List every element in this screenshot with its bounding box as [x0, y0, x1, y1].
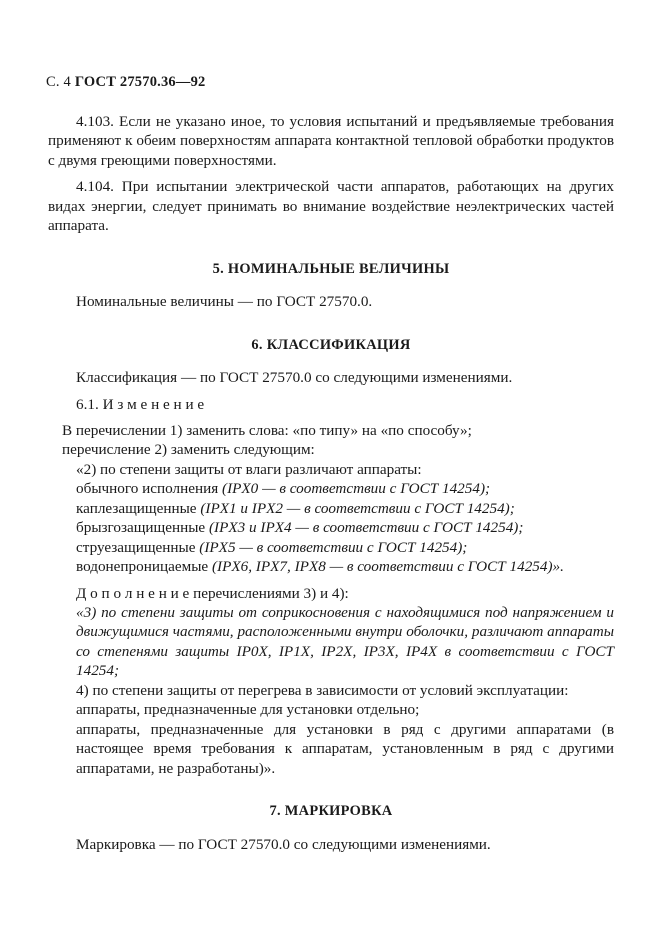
- page-number: С. 4: [46, 74, 71, 90]
- spacer: [48, 778, 614, 802]
- spacer: [48, 577, 614, 584]
- page-header: [46, 74, 205, 91]
- section-6-text: Классификация — по ГОСТ 27570.0 со следующими изменениями.: [76, 369, 513, 387]
- list-item-2b: [48, 499, 614, 518]
- paragraph-4-104: 4.104. При испытании электрической части аппаратов, работающих на других видах энергии, следует принимать во внимание воздействие неэлектрических частей аппарата.: [48, 178, 614, 235]
- spacer: [48, 354, 614, 368]
- list-item-4: 4) по степени защиты от перегрева в зависимости от условий эксплуатации:: [76, 681, 569, 699]
- list-item-2c-ref: (IPX3 и IPX4 — в соответствии с ГОСТ 14254);: [208, 519, 524, 537]
- list-item-2c-text: брызгозащищенные: [76, 519, 206, 537]
- spacer: [48, 414, 614, 421]
- list-item-4b: аппараты, предназначенные для установки в ряд с другими аппаратами (в настоящее время требования к аппаратам, установленным в ряд с другими аппаратами, не разработаны)».: [76, 720, 614, 777]
- list-item-2d: [48, 538, 614, 557]
- list-item-2d-ref: (IPX5 — в соответствии с ГОСТ 14254);: [199, 538, 468, 556]
- list-item-2b-ref: (IPX1 и IPX2 — в соответствии с ГОСТ 14254);: [200, 499, 515, 517]
- list-item-2e-text: водонепроницаемые: [76, 558, 209, 576]
- item-6-1-heading: 6.1. И з м е н е н и е: [76, 395, 205, 413]
- spacer: [48, 312, 614, 336]
- section-6-heading: 6. КЛАССИФИКАЦИЯ: [251, 336, 411, 353]
- list-item-4a: аппараты, предназначенные для установки отдельно;: [76, 701, 420, 719]
- list-item-2e-ref: (IPX6, IPX7, IPX8 — в соответствии с ГОСТ 14254)».: [211, 558, 564, 576]
- list-item-2a: [48, 479, 614, 498]
- list-item-2a-text: обычного исполнения: [76, 480, 219, 498]
- list-item-2d-text: струезащищенные: [76, 538, 196, 556]
- list-item-3: «3) по степени защиты от соприкосновения с находящимися под напряжением и движущимися частями, расположенными внутри оболочки, различают аппараты со степенями защиты IP0X, IP1X, IP2X, IP3X, IP4X в соответствии с ГОСТ 14254;: [76, 604, 614, 680]
- paragraph-replace-1: В перечислении 1) заменить слова: «по типу» на «по способу»;: [62, 421, 472, 439]
- list-item-2b-text: каплезащищенные: [76, 499, 197, 517]
- spacer: [48, 170, 614, 177]
- section-7-text: Маркировка — по ГОСТ 27570.0 со следующими изменениями.: [76, 835, 491, 853]
- list-item-2-intro: «2) по степени защиты от влаги различают аппараты:: [76, 460, 422, 478]
- paragraph-4-103: 4.103. Если не указано иное, то условия испытаний и предъявляемые требования применяют к обеим поверхностям аппарата контактной тепловой обработки продуктов с двумя греющими поверхностями.: [48, 113, 614, 169]
- section-7-heading: 7. МАРКИРОВКА: [269, 803, 393, 820]
- spacer: [48, 278, 614, 292]
- standard-designation: ГОСТ 27570.36—92: [74, 74, 206, 90]
- paragraph-addition: Д о п о л н е н и е перечислениями 3) и 4):: [76, 584, 349, 602]
- paragraph-replace-2: перечисление 2) заменить следующим:: [62, 441, 315, 459]
- document-body: [48, 112, 614, 854]
- spacer: [48, 236, 614, 260]
- list-item-2e: [48, 557, 614, 576]
- list-item-2c: [48, 518, 614, 537]
- spacer: [48, 821, 614, 835]
- section-5-text: Номинальные величины — по ГОСТ 27570.0.: [76, 293, 373, 311]
- section-5-heading: 5. НОМИНАЛЬНЫЕ ВЕЛИЧИНЫ: [212, 260, 450, 277]
- list-item-2a-ref: (IPX0 — в соответствии с ГОСТ 14254);: [222, 480, 491, 498]
- spacer: [48, 388, 614, 395]
